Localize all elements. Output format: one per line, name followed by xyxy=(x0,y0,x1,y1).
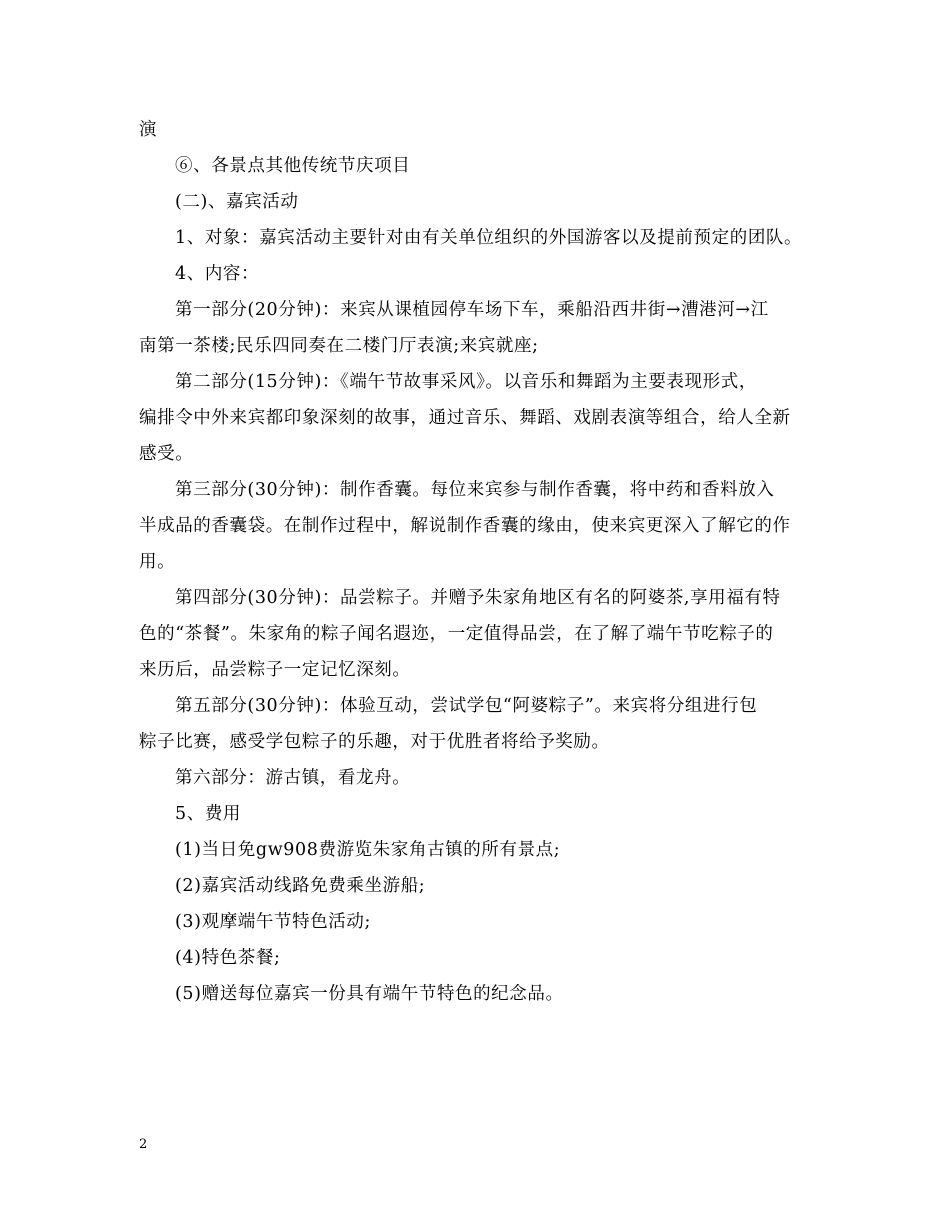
list-item: (5)赠送每位嘉宾一份具有端午节特色的纪念品。 xyxy=(175,984,564,1004)
paragraph-line: 5、费用 xyxy=(175,804,242,824)
list-item: (3)观摩端午节特色活动; xyxy=(175,912,371,932)
paragraph-line: 第三部分(30分钟)：制作香囊。每位来宾参与制作香囊，将中药和香料放入 xyxy=(175,480,775,500)
paragraph-line: 4、内容： xyxy=(175,264,260,284)
list-item: (2)嘉宾活动线路免费乘坐游船; xyxy=(175,876,426,896)
section-heading: (二)、嘉宾活动 xyxy=(175,192,299,212)
paragraph-line: 第二部分(15分钟)：《端午节故事采风》。以音乐和舞蹈为主要表现形式， xyxy=(175,372,757,392)
paragraph-line: 第五部分(30分钟)：体验互动，尝试学包“阿婆粽子”。来宾将分组进行包 xyxy=(175,696,758,716)
list-item: (4)特色茶餐; xyxy=(175,948,281,968)
paragraph-line: 1、对象：嘉宾活动主要针对由有关单位组织的外国游客以及提前预定的团队。 xyxy=(175,228,803,248)
paragraph-line: 第四部分(30分钟)：品尝粽子。并赠予朱家角地区有名的阿婆茶,享用福有特 xyxy=(175,588,781,608)
document-body xyxy=(139,112,819,1012)
paragraph-line: 第六部分：游古镇，看龙舟。 xyxy=(175,768,411,788)
list-item: (1)当日免gw908费游览朱家角古镇的所有景点; xyxy=(175,840,561,860)
paragraph-line: 色的“茶餐”。朱家角的粽子闻名遐迩，一定值得品尝，在了解了端午节吃粽子的 xyxy=(139,624,774,644)
paragraph-line: 南第一茶楼;民乐四同奏在二楼门厅表演;来宾就座; xyxy=(139,336,539,356)
paragraph-line: 半成品的香囊袋。在制作过程中，解说制作香囊的缘由，使来宾更深入了解它的作 xyxy=(139,516,791,536)
paragraph-line: 来历后，品尝粽子一定记忆深刻。 xyxy=(139,660,411,680)
paragraph-line: 编排令中外来宾都印象深刻的故事，通过音乐、舞蹈、戏剧表演等组合，给人全新 xyxy=(139,408,791,428)
paragraph-line: 用。 xyxy=(139,552,176,572)
paragraph-line: ⑥、各景点其他传统节庆项目 xyxy=(175,156,411,176)
paragraph-line: 第一部分(20分钟)：来宾从课植园停车场下车，乘船沿西井街→漕港河→江 xyxy=(175,300,769,320)
paragraph-line: 演 xyxy=(139,120,158,140)
page-number: 2 xyxy=(139,1137,148,1152)
paragraph-line: 粽子比赛，感受学包粽子的乐趣，对于优胜者将给予奖励。 xyxy=(139,732,610,752)
paragraph-line: 感受。 xyxy=(139,444,194,464)
